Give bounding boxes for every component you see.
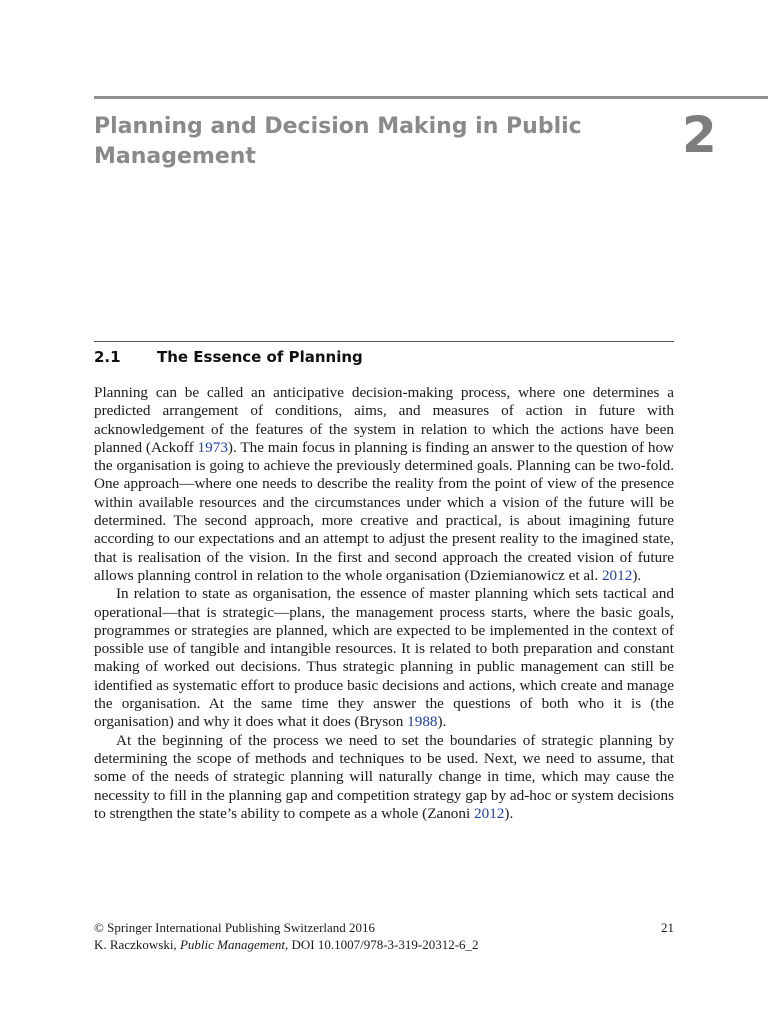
reference-doi: , DOI 10.1007/978-3-319-20312-6_2 xyxy=(285,937,479,952)
section-rule xyxy=(94,341,674,342)
paragraph-3-text-b: ). xyxy=(504,804,514,822)
reference-author: K. Raczkowski, xyxy=(94,937,180,952)
paragraph-1-text-b: ). The main focus in planning is finding an answer to the question of how the organisation is going to achieve the previously determined goals. Planning can be two-fold. One approach—where one needs to describe the reality from the point of view of the presence within available resources and the circumstances under which a vision of the future will be determined. The second approach, more creative and practical, is about imagining future according to our expectations and an attempt to adjust the present reality to the imagined state, that is realisation of the vision. In the first and second approach the created vision of future allows planning control in relation to the whole organisation (Dziemianowicz et al. xyxy=(94,438,675,584)
paragraph-1 xyxy=(94,384,674,585)
paragraph-1-text-c: ). xyxy=(632,566,642,584)
book-reference xyxy=(94,936,674,953)
paragraph-3 xyxy=(94,732,674,823)
chapter-number: 2 xyxy=(682,106,717,164)
page-footer xyxy=(94,919,674,953)
section-heading xyxy=(94,347,363,367)
chapter-top-rule xyxy=(94,96,768,99)
reference-title: Public Management xyxy=(179,937,285,952)
footer-top-row xyxy=(94,919,674,936)
page-number: 21 xyxy=(661,920,674,935)
paragraph-3-text-a: At the beginning of the process we need to set the boundaries of strategic planning by determining the scope of methods and techniques to be used. Next, we need to assume, that some of the needs of strategic planning will naturally change in time, which may cause the necessity to fill in the planning gap and competition strategy gap by ad-hoc or system decisions to strengthen the state’s ability to compete as a whole (Zanoni xyxy=(94,731,674,822)
chapter-title: Planning and Decision Making in Public Management xyxy=(94,114,582,169)
citation-dziemianowicz-2012[interactable]: 2012 xyxy=(601,566,633,584)
paragraph-1-text-a: Planning can be called an anticipative decision-making process, where one determines a predicted arrangement of conditions, aims, and measures of action in future with acknowledgement of the features of the system in relation to which the actions have been planned (Ackoff xyxy=(94,384,674,456)
body-text xyxy=(94,384,674,823)
citation-bryson-1988[interactable]: 1988 xyxy=(407,713,438,731)
paragraph-2-text-a: In relation to state as organisation, the essence of master planning which sets tactical and operational—that is strategic—plans, the management process starts, where the basic goals, programmes or strategies are planned, which are expected to be implemented in the context of possible use of tangible and intangible resources. It is related to both preparation and constant making of worked out decisions. Thus strategic planning in public management can still be identified as systematic effort to produce basic decisions and actions, which create and manage the organisation. At the same time they answer the questions of both who it is (the organisation) and why it does what it does (Bryson xyxy=(94,585,674,731)
paragraph-2 xyxy=(94,585,674,731)
citation-ackoff-1973[interactable]: 1973 xyxy=(197,438,228,456)
copyright-notice: © Springer International Publishing Switzerland 2016 xyxy=(94,920,376,935)
citation-zanoni-2012[interactable]: 2012 xyxy=(474,804,505,822)
section-number: 2.1 xyxy=(94,348,121,366)
section-title: The Essence of Planning xyxy=(157,348,363,366)
paragraph-2-text-b: ). xyxy=(437,713,447,731)
